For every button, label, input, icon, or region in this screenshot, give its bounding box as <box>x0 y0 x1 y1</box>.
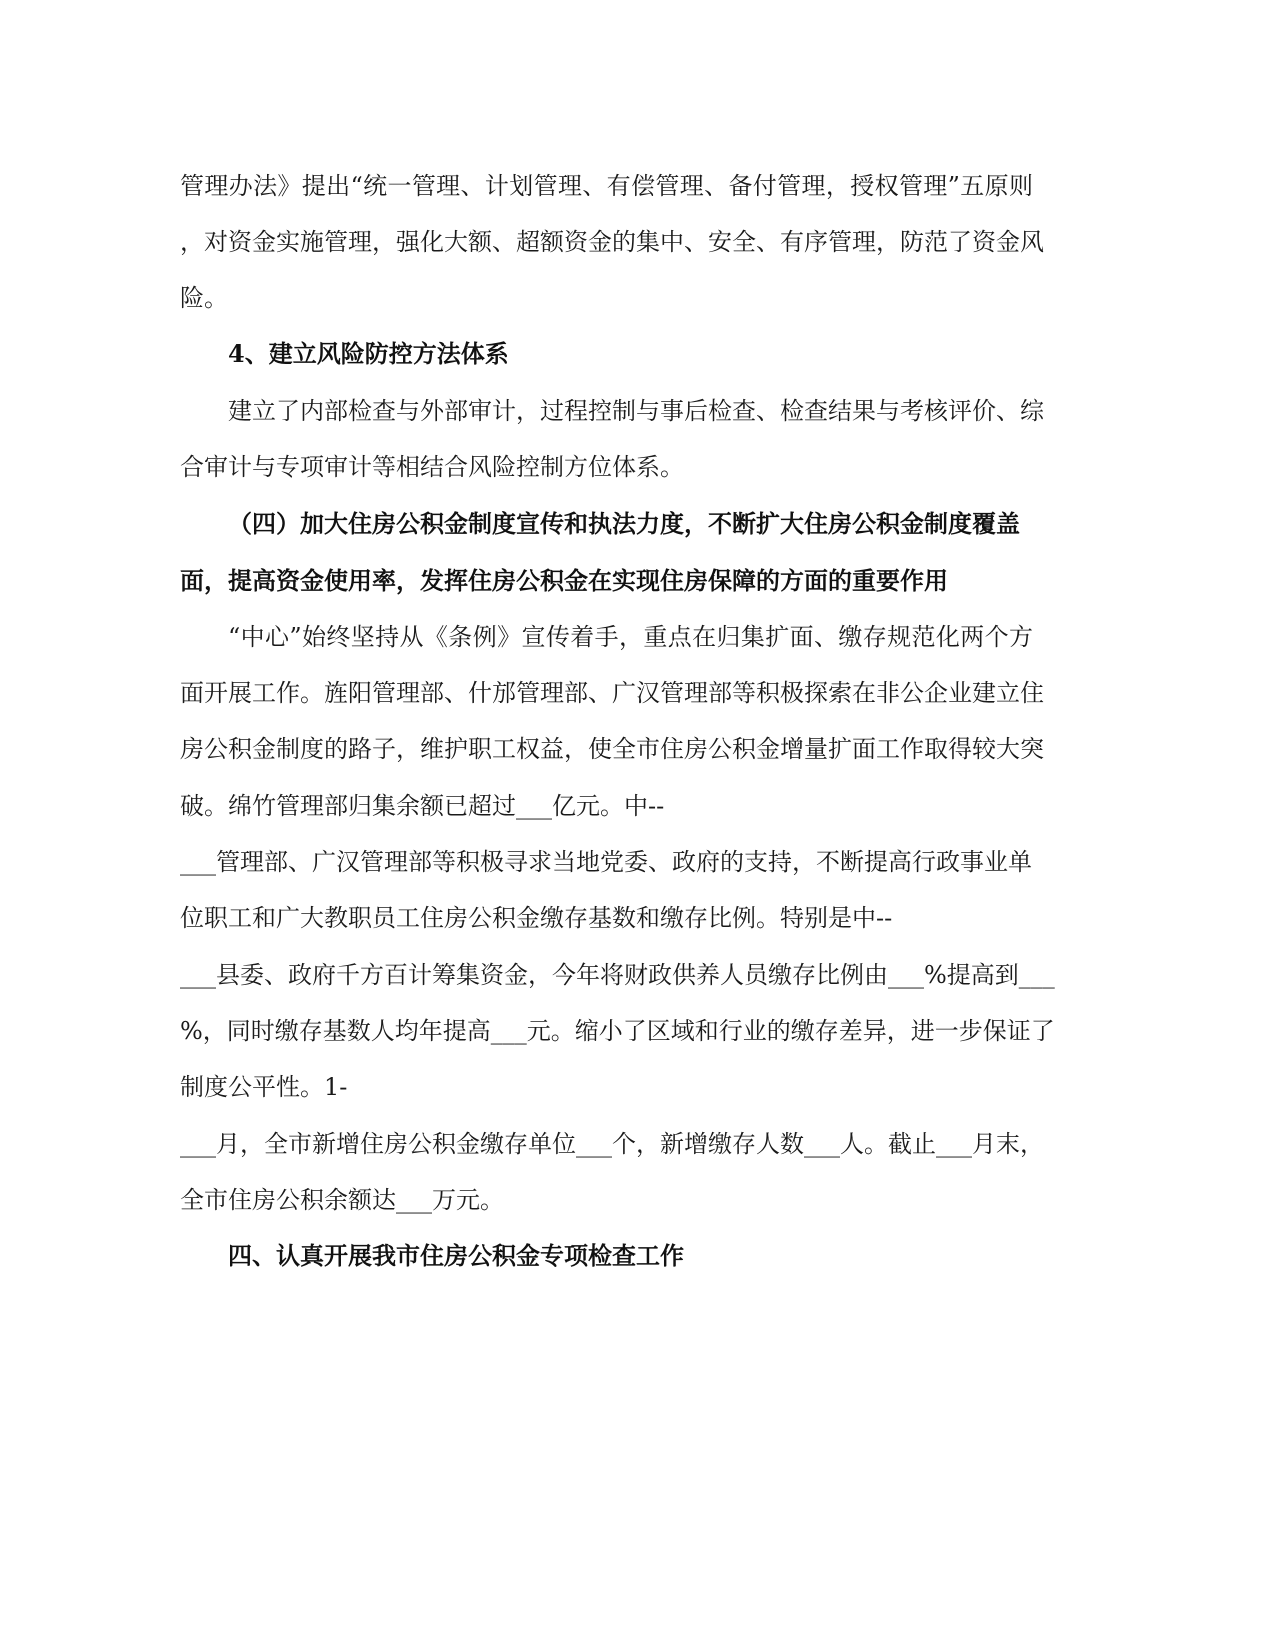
body-text-line: 房公积金制度的路子，维护职工权益，使全市住房公积金增量扩面工作取得较大突 <box>180 735 1044 763</box>
body-text-line: 位职工和广大教职员工住房公积金缴存基数和缴存比例。特别是中-- <box>180 904 893 932</box>
body-text-line: 合审计与专项审计等相结合风险控制方位体系。 <box>180 453 684 481</box>
body-text-line: 险。 <box>180 284 228 312</box>
section-heading: 4、建立风险防控方法体系 <box>228 339 509 368</box>
body-text-line: ___月，全市新增住房公积金缴存单位___个，新增缴存人数___人。截止___月末， <box>180 1130 1044 1158</box>
subsection-heading: 面，提高资金使用率，发挥住房公积金在实现住房保障的方面的重要作用 <box>180 566 948 595</box>
body-text-line: 制度公平性。1- <box>180 1073 348 1101</box>
body-text-line: 破。绵竹管理部归集余额已超过___亿元。中-- <box>180 792 665 820</box>
body-text-line: 全市住房公积余额达___万元。 <box>180 1186 504 1214</box>
section-heading: 四、认真开展我市住房公积金专项检查工作 <box>228 1241 684 1270</box>
body-text-line: “中心”始终坚持从《条例》宣传着手，重点在归集扩面、缴存规范化两个方 <box>228 623 1033 651</box>
body-text-line: ___管理部、广汉管理部等积极寻求当地党委、政府的支持，不断提高行政事业单 <box>180 848 1032 876</box>
body-text-line: 建立了内部检查与外部审计，过程控制与事后检查、检查结果与考核评价、综 <box>228 397 1044 425</box>
body-text-line: %，同时缴存基数人均年提高___元。缩小了区域和行业的缴存差异，进一步保证了 <box>180 1017 1055 1045</box>
body-text-line: ___县委、政府千方百计筹集资金，今年将财政供养人员缴存比例由___%提高到___ <box>180 961 1055 989</box>
body-text-line: ，对资金实施管理，强化大额、超额资金的集中、安全、有序管理，防范了资金风 <box>180 228 1044 256</box>
subsection-heading: （四）加大住房公积金制度宣传和执法力度，不断扩大住房公积金制度覆盖 <box>228 509 1020 538</box>
body-text-line: 面开展工作。旌阳管理部、什邡管理部、广汉管理部等积极探索在非公企业建立住 <box>180 679 1044 707</box>
body-text-line: 管理办法》提出“统一管理、计划管理、有偿管理、备付管理，授权管理”五原则 <box>180 172 1033 200</box>
